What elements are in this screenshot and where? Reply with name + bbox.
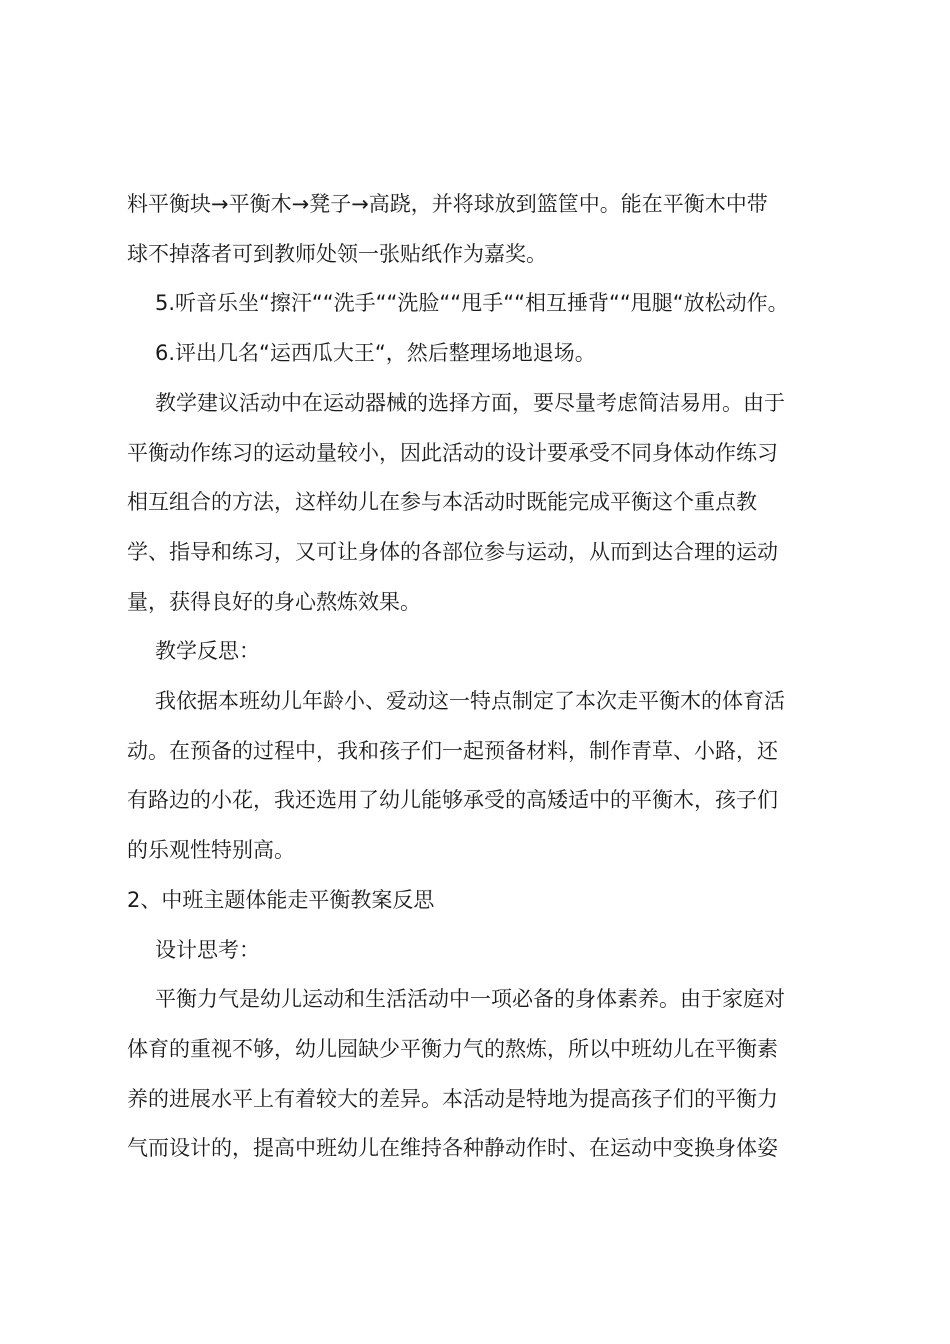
text-line: 平衡动作练习的运动量较小，因此活动的设计要承受不同身体动作练习 (127, 440, 778, 465)
text-line: 5.听音乐坐“擦汗““洗手““洗脸““甩手““相互捶背““甩腿“放松动作。 (155, 291, 789, 316)
document-body (127, 180, 833, 1174)
text-line: 学、指导和练习，又可让身体的各部位参与运动，从而到达合理的运动 (127, 539, 778, 564)
text-line: 气而设计的，提高中班幼儿在维持各种静动作时、在运动中变换身体姿 (127, 1136, 778, 1161)
text-line: 相互组合的方法，这样幼儿在参与本活动时既能完成平衡这个重点教 (127, 490, 757, 515)
text-line: 球不掉落者可到教师处领一张贴纸作为嘉奖。 (127, 241, 547, 266)
text-line: 我依据本班幼儿年龄小、爱动这一特点制定了本次走平衡木的体育活 (155, 689, 785, 714)
text-line: 6.评出几名“运西瓜大王“，然后整理场地退场。 (155, 341, 596, 366)
section-heading: 教学反思： (155, 639, 260, 664)
text-line: 料平衡块→平衡木→凳子→高跷，并将球放到篮筐中。能在平衡木中带 (127, 192, 768, 216)
text-line: 养的进展水平上有着较大的差异。本活动是特地为提高孩子们的平衡力 (127, 1086, 778, 1111)
text-line: 有路边的小花，我还选用了幼儿能够承受的高矮适中的平衡木，孩子们 (127, 788, 778, 813)
text-line: 体育的重视不够，幼儿园缺少平衡力气的熬炼，所以中班幼儿在平衡素 (127, 1036, 778, 1061)
text-line: 的乐观性特别高。 (127, 838, 295, 863)
text-line: 平衡力气是幼儿运动和生活活动中一项必备的身体素养。由于家庭对 (155, 987, 785, 1012)
text-line: 量，获得良好的身心熬炼效果。 (127, 589, 421, 614)
section-heading: 设计思考： (155, 937, 260, 962)
text-line: 动。在预备的过程中，我和孩子们一起预备材料，制作青草、小路，还 (127, 738, 778, 763)
section-title: 2、中班主题体能走平衡教案反思 (127, 887, 435, 912)
text-line: 教学建议活动中在运动器械的选择方面，要尽量考虑简洁易用。由于 (155, 390, 785, 415)
